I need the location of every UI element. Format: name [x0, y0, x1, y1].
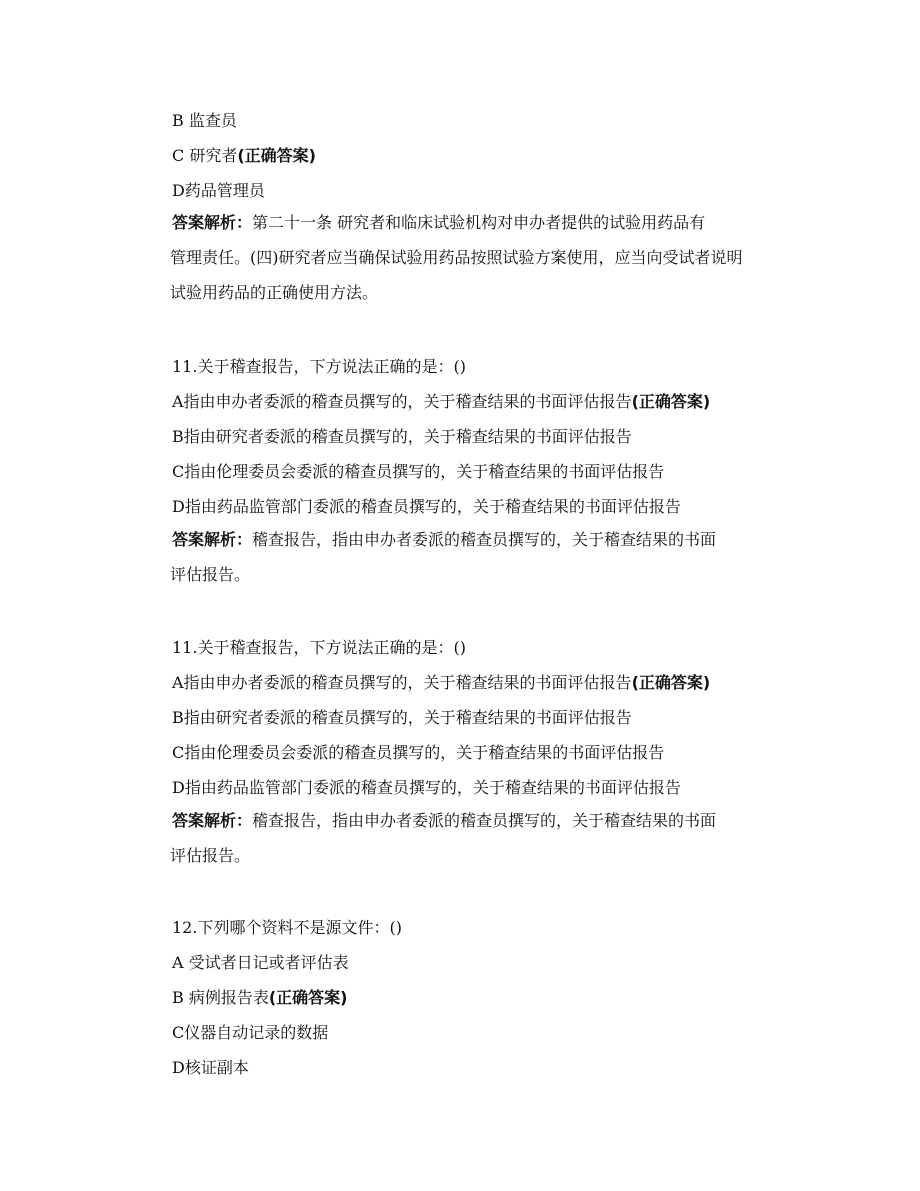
option-b: B 病例报告表(正确答案): [172, 988, 348, 1007]
option-d: D指由药品监管部门委派的稽查员撰写的，关于稽查结果的书面评估报告: [172, 778, 681, 797]
answer-analysis: 答案解析：稽查报告，指由申办者委派的稽查员撰写的，关于稽查结果的书面 评估报告。: [170, 530, 717, 584]
option-a: A指由申办者委派的稽查员撰写的，关于稽查结果的书面评估报告(正确答案): [172, 673, 711, 692]
option-d: D药品管理员: [172, 181, 265, 200]
answer-analysis-label: 答案解析：: [172, 530, 253, 549]
option-d: D指由药品监管部门委派的稽查员撰写的，关于稽查结果的书面评估报告: [172, 497, 681, 516]
option-b: B指由研究者委派的稽查员撰写的，关于稽查结果的书面评估报告: [172, 427, 632, 446]
correct-answer-tag: (正确答案): [237, 146, 316, 165]
question-title: 11.关于稽查报告，下方说法正确的是：(): [172, 357, 466, 376]
answer-analysis-label: 答案解析：: [172, 213, 253, 232]
option-c: C指由伦理委员会委派的稽查员撰写的，关于稽查结果的书面评估报告: [172, 462, 665, 481]
option-c: C 研究者(正确答案): [172, 146, 316, 165]
option-b: B指由研究者委派的稽查员撰写的，关于稽查结果的书面评估报告: [172, 708, 632, 727]
correct-answer-tag: (正确答案): [268, 988, 348, 1007]
option-b: B 监查员: [172, 111, 237, 130]
option-c: C仪器自动记录的数据: [172, 1023, 329, 1042]
answer-analysis: 答案解析：稽查报告，指由申办者委派的稽查员撰写的，关于稽查结果的书面 评估报告。: [170, 811, 717, 865]
option-d: D核证副本: [172, 1058, 249, 1077]
option-a: A 受试者日记或者评估表: [172, 953, 349, 972]
answer-analysis: 答案解析：第二十一条 研究者和临床试验机构对申办者提供的试验用药品有 管理责任。(四)研究者应当确保试验用药品按照试验方案使用，应当向受试者说明 试验用药品的正确使用方法。: [170, 213, 743, 302]
answer-analysis-label: 答案解析：: [172, 811, 253, 830]
option-a: A指由申办者委派的稽查员撰写的，关于稽查结果的书面评估报告(正确答案): [172, 392, 711, 411]
option-c: C指由伦理委员会委派的稽查员撰写的，关于稽查结果的书面评估报告: [172, 743, 665, 762]
correct-answer-tag: (正确答案): [631, 673, 711, 692]
correct-answer-tag: (正确答案): [631, 392, 711, 411]
question-title: 12.下列哪个资料不是源文件：(): [172, 918, 402, 937]
question-title: 11.关于稽查报告，下方说法正确的是：(): [172, 638, 466, 657]
